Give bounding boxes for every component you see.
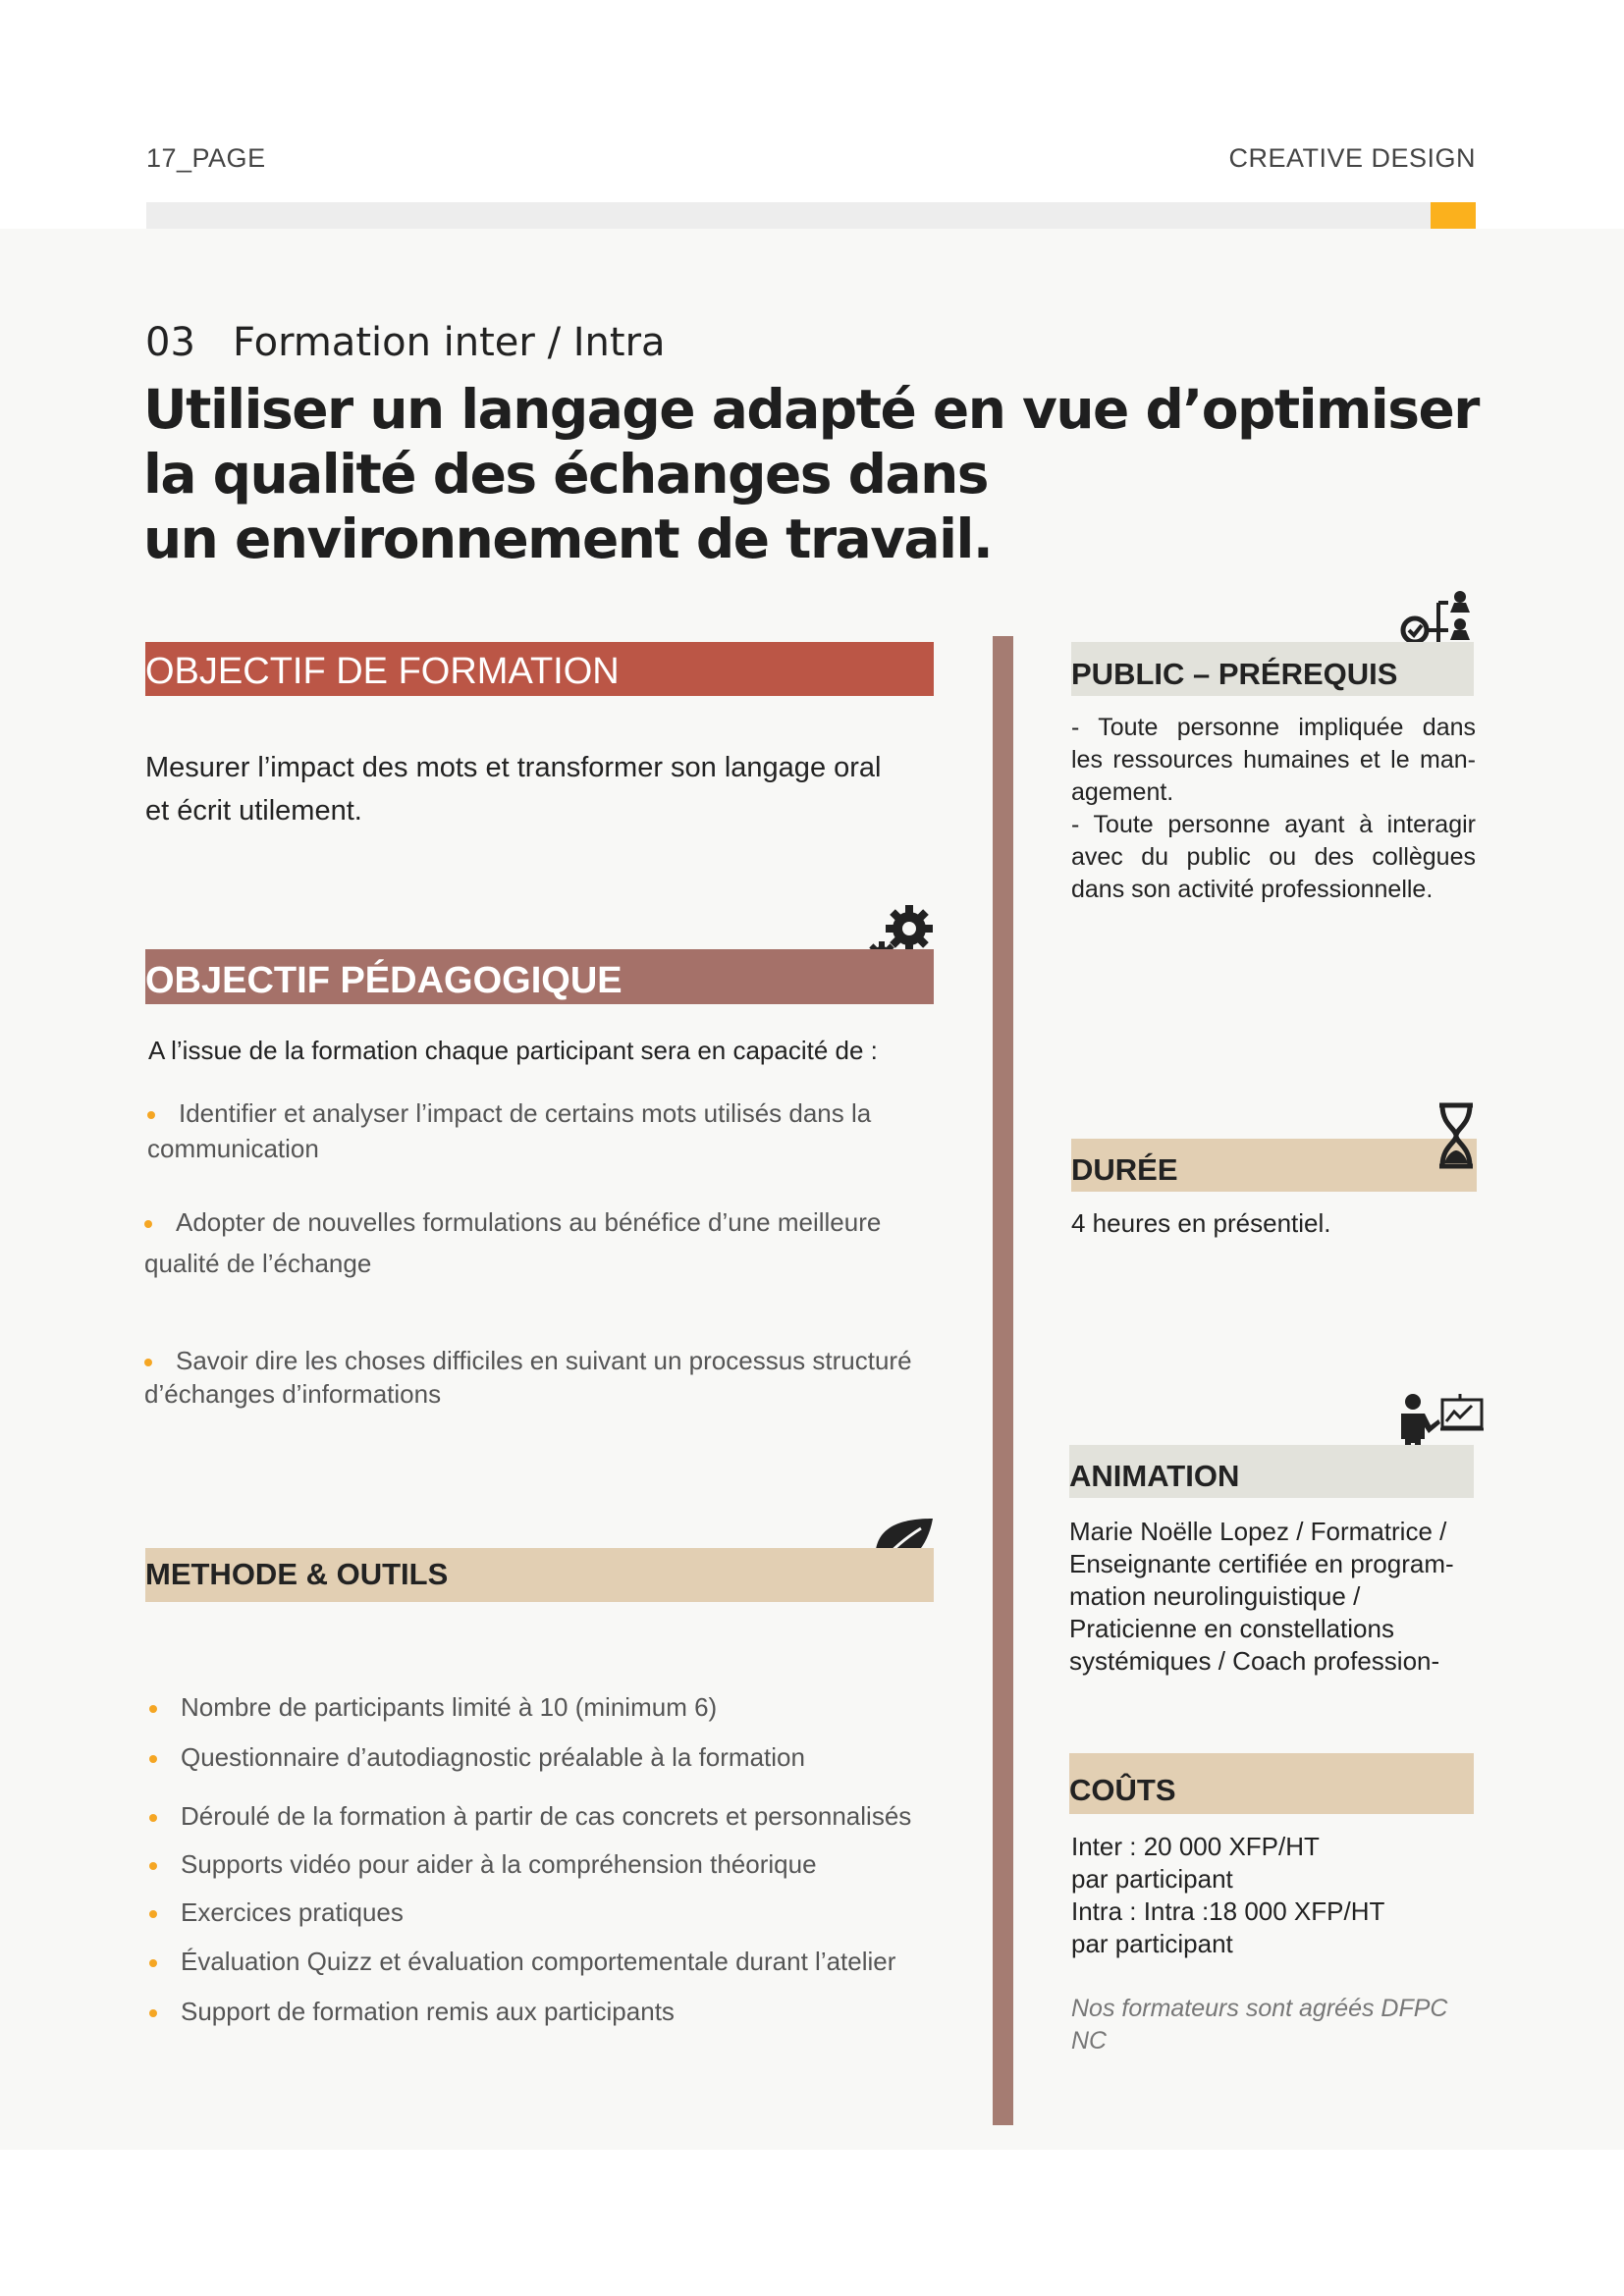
bullet-icon: [149, 1755, 157, 1763]
item-text: Évaluation Quizz et évaluation comportementale durant l’atelier: [181, 1947, 896, 1976]
bullet-icon: [144, 1220, 152, 1228]
methode-item: [149, 1689, 717, 1725]
animation-text: [1069, 1516, 1474, 1678]
item-text: Nombre de participants limité à 10 (minimum 6): [181, 1692, 718, 1722]
item-text: communication: [147, 1134, 319, 1163]
text-line: par participant: [1071, 1929, 1233, 1958]
pedagogique-item: [147, 1095, 871, 1166]
text-line: Intra : Intra :18 000 XFP/HT: [1071, 1896, 1385, 1926]
item-text: Supports vidéo pour aider à la compréhension théorique: [181, 1849, 817, 1879]
title-line: un environnement de travail.: [143, 507, 993, 570]
animation-heading: ANIMATION: [1069, 1459, 1240, 1493]
objectif-pedagogique-header: [145, 949, 934, 1004]
item-text: Support de formation remis aux participants: [181, 1997, 675, 2026]
item-text: Identifier et analyser l’impact de certains mots utilisés dans la: [179, 1098, 872, 1128]
public-text: [1071, 712, 1476, 906]
bullet-icon: [149, 1910, 157, 1918]
item-text: d’échanges d’informations: [144, 1379, 442, 1409]
methode-heading: METHODE & OUTILS: [145, 1557, 449, 1591]
text-line: les ressources humaines et le man-: [1071, 746, 1476, 774]
methode-item: [149, 1846, 817, 1882]
text-line: Inter : 20 000 XFP/HT: [1071, 1832, 1320, 1861]
item-text: Adopter de nouvelles formulations au bénéfice d’une meilleure: [176, 1207, 882, 1237]
header-bar: [146, 202, 1476, 229]
title-line: la qualité des échanges dans: [143, 443, 989, 506]
bullet-icon: [149, 1862, 157, 1870]
text-line: mation neurolinguistique /: [1069, 1581, 1361, 1611]
text-line: par participant: [1071, 1864, 1233, 1894]
item-text: Déroulé de la formation à partir de cas concrets et personnalisés: [181, 1801, 912, 1831]
item-text: Questionnaire d’autodiagnostic préalable à la formation: [181, 1742, 805, 1772]
header-bar-accent: [1431, 202, 1476, 229]
objectif-formation-header: [145, 642, 934, 696]
couts-heading: COÛTS: [1069, 1773, 1176, 1807]
objectif-formation-text: [145, 746, 881, 832]
duree-header: [1071, 1139, 1477, 1192]
objectif-pedagogique-intro: A l’issue de la formation chaque participant sera en capacité de :: [148, 1036, 878, 1065]
text-line: Marie Noëlle Lopez / Formatrice /: [1069, 1517, 1447, 1546]
item-text: Exercices pratiques: [181, 1897, 404, 1927]
text-line: Mesurer l’impact des mots et transformer son langage oral: [145, 752, 882, 783]
text-line: - Toute personne impliquée dans: [1071, 714, 1476, 741]
text-line: - Toute personne ayant à interagir: [1071, 811, 1476, 838]
text-line: Enseignante certifiée en program-: [1069, 1549, 1454, 1578]
page-title: [143, 377, 1479, 571]
bullet-icon: [149, 1814, 157, 1822]
page-number: 17_PAGE: [146, 143, 266, 173]
pedagogique-item: [144, 1201, 881, 1284]
duree-heading: DURÉE: [1071, 1152, 1178, 1187]
methode-item: [149, 1798, 911, 1834]
objectif-pedagogique-heading: OBJECTIF PÉDAGOGIQUE: [145, 960, 623, 1001]
duree-text: 4 heures en présentiel.: [1071, 1208, 1331, 1238]
methode-item: [149, 1739, 805, 1775]
methode-item: [149, 1994, 675, 2029]
couts-text: [1071, 1831, 1476, 1960]
text-line: avec du public ou des collègues: [1071, 843, 1476, 871]
methode-item: [149, 1944, 895, 1979]
text-line: Praticienne en constellations: [1069, 1614, 1394, 1643]
title-line: Utiliser un langage adapté en vue d’optimiser: [143, 378, 1479, 441]
text-line: agement.: [1071, 778, 1174, 806]
bullet-icon: [149, 1705, 157, 1713]
column-divider: [993, 636, 1013, 2125]
bullet-icon: [147, 1111, 155, 1119]
brand-label: CREATIVE DESIGN: [1228, 143, 1476, 173]
item-text: qualité de l’échange: [144, 1249, 372, 1278]
agreement-note: Nos formateurs sont agréés DFPC NC: [1071, 1995, 1448, 2055]
bullet-icon: [149, 1959, 157, 1967]
methode-header: [145, 1548, 934, 1602]
bullet-icon: [144, 1359, 152, 1366]
methode-item: [149, 1895, 404, 1930]
text-line: et écrit utilement.: [145, 795, 362, 827]
pedagogique-item: [144, 1344, 912, 1411]
couts-header: [1069, 1753, 1474, 1814]
public-heading: PUBLIC – PRÉREQUIS: [1071, 657, 1398, 691]
text-line: systémiques / Coach profession-: [1069, 1646, 1440, 1676]
text-line: dans son activité professionnelle.: [1071, 876, 1434, 903]
animation-header: [1069, 1445, 1474, 1498]
public-header: [1071, 642, 1474, 696]
bullet-icon: [149, 2009, 157, 2017]
hourglass-icon: [1434, 1101, 1479, 1170]
objectif-formation-heading: OBJECTIF DE FORMATION: [145, 651, 620, 692]
section-subtitle: 03 Formation inter / Intra: [145, 320, 666, 365]
item-text: Savoir dire les choses difficiles en suivant un processus structuré: [176, 1346, 912, 1375]
